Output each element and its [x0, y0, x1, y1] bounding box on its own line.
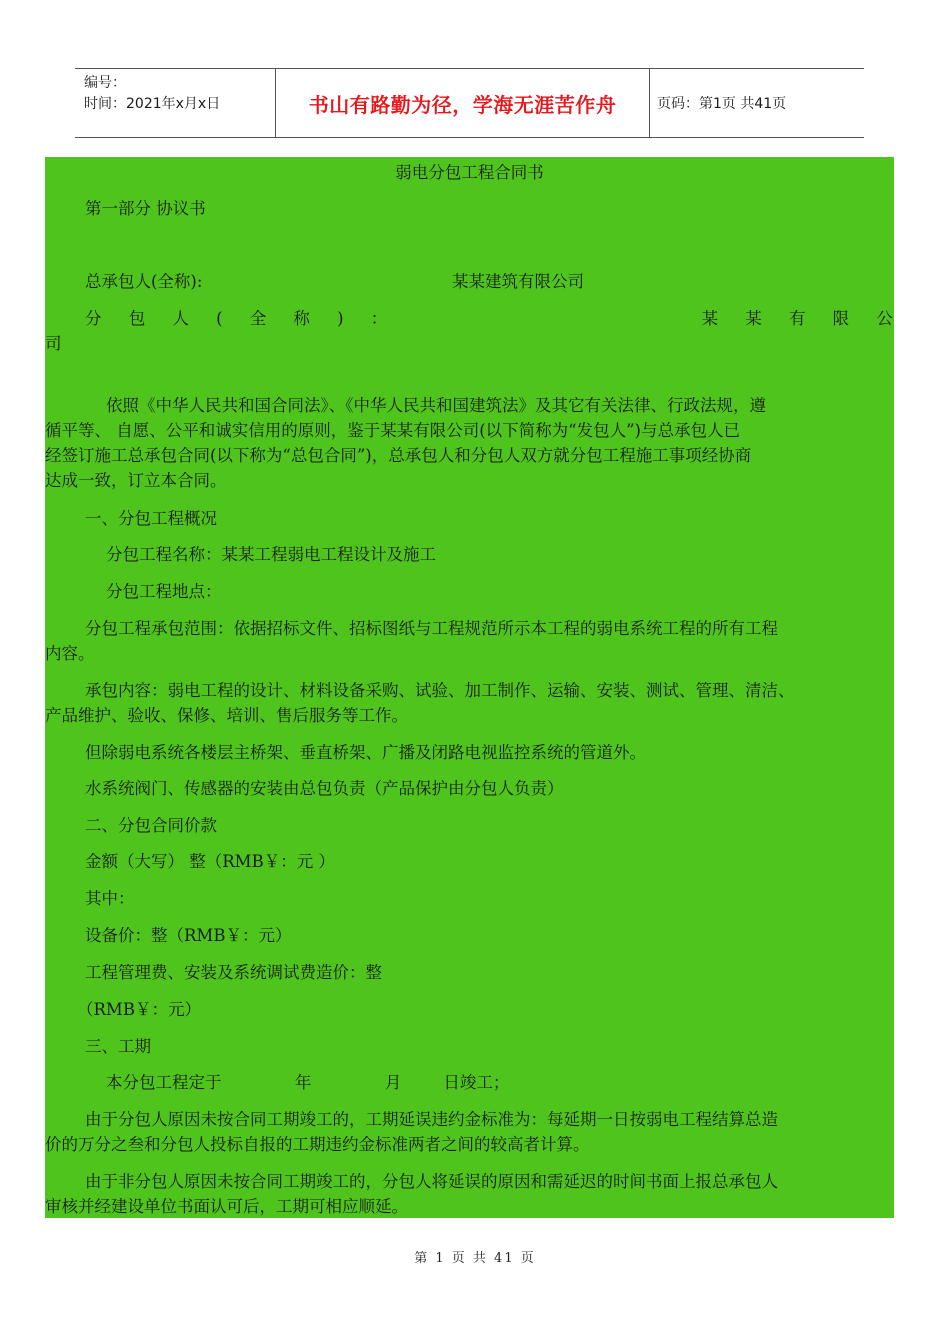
subcontractor-value-char: 某 [745, 309, 762, 328]
subcontractor-value-char: 某 [701, 309, 719, 328]
subcontractor-label-char: 人 [172, 309, 189, 328]
subcontractor-value-char: 有 [788, 309, 806, 328]
subcontractor-value-tail: 司 [45, 334, 62, 353]
subcontractor-label-char: ： [370, 309, 388, 328]
project-name: 分包工程名称：某某工程弱电工程设计及施工 [106, 545, 436, 564]
delay-extension-line: 由于非分包人原因未按合同工期竣工的，分包人将延误的原因和需延迟的时间书面上报总承包人 [85, 1172, 778, 1191]
among-line: 其中： [85, 889, 135, 908]
section-heading-3: 三、工期 [85, 1037, 151, 1056]
amount-line: 金额（大写） 整（RMB￥：元 ） [85, 852, 335, 871]
doc-number-label: 编号： [84, 75, 126, 91]
contract-block [45, 157, 894, 1218]
section-heading-2: 二、分包合同价款 [85, 816, 217, 835]
management-fee-rmb: （RMB￥：元） [77, 1000, 201, 1019]
water-system-note: 水系统阀门、传感器的安装由总包负责（产品保护由分包人负责） [85, 779, 564, 798]
intro-line: 循平等、 自愿、公平和诚实信用的原则，鉴于某某有限公司(以下简称为“发包人”)与总承包人已 [45, 421, 740, 440]
doc-title: 弱电分包工程合同书 [395, 163, 544, 182]
content-line: 产品维护、验收、保修、培训、售后服务等工作。 [45, 706, 408, 725]
content-line: 承包内容：弱电工程的设计、材料设备采购、试验、加工制作、运输、安装、测试、管理、清洁、 [85, 681, 795, 700]
subcontractor-label-char: ) [337, 309, 344, 328]
exclusion-note: 但除弱电系统各楼层主桥架、垂直桥架、广播及闭路电视监控系统的管道外。 [85, 743, 646, 762]
subcontractor-label-char: 全 [249, 309, 267, 328]
project-site: 分包工程地点： [106, 582, 222, 601]
subcontractor-label-char: ( [216, 309, 223, 328]
management-fee: 工程管理费、安装及系统调试费造价：整 [85, 963, 382, 982]
scope-line: 分包工程承包范围：依据招标文件、招标图纸与工程规范所示本工程的弱电系统工程的所有工程 [85, 619, 778, 638]
subcontractor-line [85, 306, 893, 331]
subcontractor-label-char: 分 [85, 309, 102, 328]
delay-penalty-line: 由于分包人原因未按合同工期竣工的，工期延误违约金标准为：每延期一日按弱电工程结算总造 [85, 1110, 778, 1129]
subcontractor-label-char: 包 [128, 309, 146, 328]
equipment-price: 设备价：整（RMB￥：元） [85, 926, 292, 945]
intro-line: 经签订施工总承包合同(以下称为“总包合同”)，总承包人和分包人双方就分包工程施工事项经协商 [45, 446, 752, 465]
subcontractor-gap [414, 306, 674, 331]
contractor-label: 总承包人(全称): [85, 272, 203, 291]
header-motto: 书山有路勤为径，学海无涯苦作舟 [308, 93, 617, 117]
subcontractor-value-char: 公 [876, 309, 893, 328]
page-footer: 第 1 页 共 41 页 [414, 1251, 536, 1266]
section-heading-1: 一、分包工程概况 [85, 509, 217, 528]
header-meta [84, 73, 274, 115]
scope-line: 内容。 [45, 644, 95, 663]
completion-date: 本分包工程定于 年 月 日竣工； [106, 1073, 510, 1092]
intro-line: 达成一致，订立本合同。 [45, 471, 227, 490]
subcontractor-label-char: 称 [293, 309, 310, 328]
contractor-value: 某某建筑有限公司 [452, 272, 584, 291]
delay-extension-line: 审核并经建设单位书面认可后，工期可相应顺延。 [45, 1197, 408, 1216]
delay-penalty-line: 价的万分之叁和分包人投标自报的工期违约金标准两者之间的较高者计算。 [45, 1135, 590, 1154]
header-page-label: 页码：第1页 共41页 [657, 96, 787, 112]
page-header [75, 68, 864, 138]
doc-time-label: 时间：2021年x月x日 [84, 96, 221, 112]
intro-line: 依照《中华人民共和国合同法》、《中华人民共和国建筑法》及其它有关法律、行政法规，遵 [106, 396, 766, 415]
subcontractor-value-char: 限 [832, 309, 850, 328]
part-heading: 第一部分 协议书 [85, 199, 206, 218]
